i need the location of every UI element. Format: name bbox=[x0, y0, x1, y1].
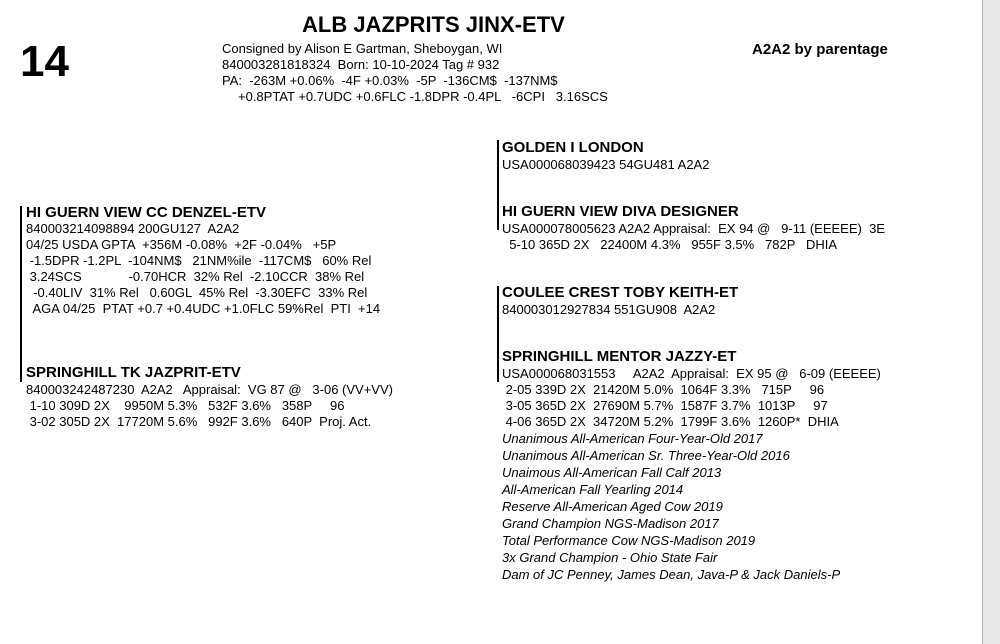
dam-name: SPRINGHILL TK JAZPRIT-ETV bbox=[26, 364, 241, 381]
honor-line: All-American Fall Yearling 2014 bbox=[502, 482, 684, 497]
consignor-line: Consigned by Alison E Gartman, Sheboygan, WI bbox=[222, 41, 503, 56]
honor-line: Unaimous All-American Fall Calf 2013 bbox=[502, 465, 722, 480]
sire-line: -0.40LIV 31% Rel 0.60GL 45% Rel -3.30EFC 33% Rel bbox=[26, 285, 368, 300]
dam-line: 3-02 305D 2X 17720M 5.6% 992F 3.6% 640P Proj. Act. bbox=[26, 414, 372, 429]
sire-line: AGA 04/25 PTAT +0.7 +0.4UDC +1.0FLC 59%Rel PTI +14 bbox=[26, 301, 381, 316]
dam-dam-line: 2-05 339D 2X 21420M 5.0% 1064F 3.3% 715P 96 bbox=[502, 382, 825, 397]
dam-dam-line: USA000068031553 A2A2 Appraisal: EX 95 @ 6-09 (EEEEE) bbox=[502, 366, 881, 381]
sire-dam-line: 5-10 365D 2X 22400M 4.3% 955F 3.5% 782P DHIA bbox=[502, 237, 838, 252]
honor-line: 3x Grand Champion - Ohio State Fair bbox=[502, 550, 718, 565]
honor-line: Reserve All-American Aged Cow 2019 bbox=[502, 499, 723, 514]
dam-parents-bracket bbox=[497, 286, 499, 382]
honor-line: Grand Champion NGS-Madison 2017 bbox=[502, 516, 719, 531]
sire-sire-name: GOLDEN I LONDON bbox=[502, 139, 644, 156]
sire-line: 04/25 USDA GPTA +356M -0.08% +2F -0.04% +5P bbox=[26, 237, 337, 252]
sire-sire-line: USA000068039423 54GU481 A2A2 bbox=[502, 157, 710, 172]
id-born-line: 840003281818324 Born: 10-10-2024 Tag # 932 bbox=[222, 57, 500, 72]
dam-dam-name: SPRINGHILL MENTOR JAZZY-ET bbox=[502, 348, 737, 365]
dam-line: 1-10 309D 2X 9950M 5.3% 532F 3.6% 358P 96 bbox=[26, 398, 345, 413]
animal-title: ALB JAZPRITS JINX-ETV bbox=[302, 12, 565, 37]
lot-number: 14 bbox=[20, 37, 69, 86]
dam-line: 840003242487230 A2A2 Appraisal: VG 87 @ 3-06 (VV+VV) bbox=[26, 382, 393, 397]
dam-dam-line: 3-05 365D 2X 27690M 5.7% 1587F 3.7% 1013P 97 bbox=[502, 398, 828, 413]
a2-status: A2A2 by parentage bbox=[752, 41, 888, 58]
honor-line: Total Performance Cow NGS-Madison 2019 bbox=[502, 533, 756, 548]
honor-line: Unanimous All-American Four-Year-Old 2017 bbox=[502, 431, 763, 446]
dam-sire-line: 840003012927834 551GU908 A2A2 bbox=[502, 302, 716, 317]
dam-sire-name: COULEE CREST TOBY KEITH-ET bbox=[502, 284, 739, 301]
pa-line-2: +0.8PTAT +0.7UDC +0.6FLC -1.8DPR -0.4PL -6CPI 3.16SCS bbox=[238, 89, 608, 104]
sire-parents-bracket bbox=[497, 140, 499, 230]
sire-line: 840003214098894 200GU127 A2A2 bbox=[26, 221, 240, 236]
honor-line: Dam of JC Penney, James Dean, Java-P & Jack Daniels-P bbox=[502, 567, 841, 582]
sire-bracket bbox=[20, 206, 22, 382]
sire-dam-line: USA000078005623 A2A2 Appraisal: EX 94 @ 9-11 (EEEEE) 3E bbox=[502, 221, 885, 236]
honor-line: Unanimous All-American Sr. Three-Year-Old 2016 bbox=[502, 448, 790, 463]
sire-name: HI GUERN VIEW CC DENZEL-ETV bbox=[26, 204, 267, 221]
sire-line: -1.5DPR -1.2PL -104NM$ 21NM%ile -117CM$ 60% Rel bbox=[26, 253, 372, 268]
dam-dam-line: 4-06 365D 2X 34720M 5.2% 1799F 3.6% 1260P* DHIA bbox=[502, 414, 839, 429]
sire-line: 3.24SCS -0.70HCR 32% Rel -2.10CCR 38% Rel bbox=[26, 269, 365, 284]
sire-dam-name: HI GUERN VIEW DIVA DESIGNER bbox=[502, 203, 739, 220]
page-edge bbox=[982, 0, 983, 644]
pa-line-1: PA: -263M +0.06% -4F +0.03% -5P -136CM$ -137NM$ bbox=[222, 73, 558, 88]
